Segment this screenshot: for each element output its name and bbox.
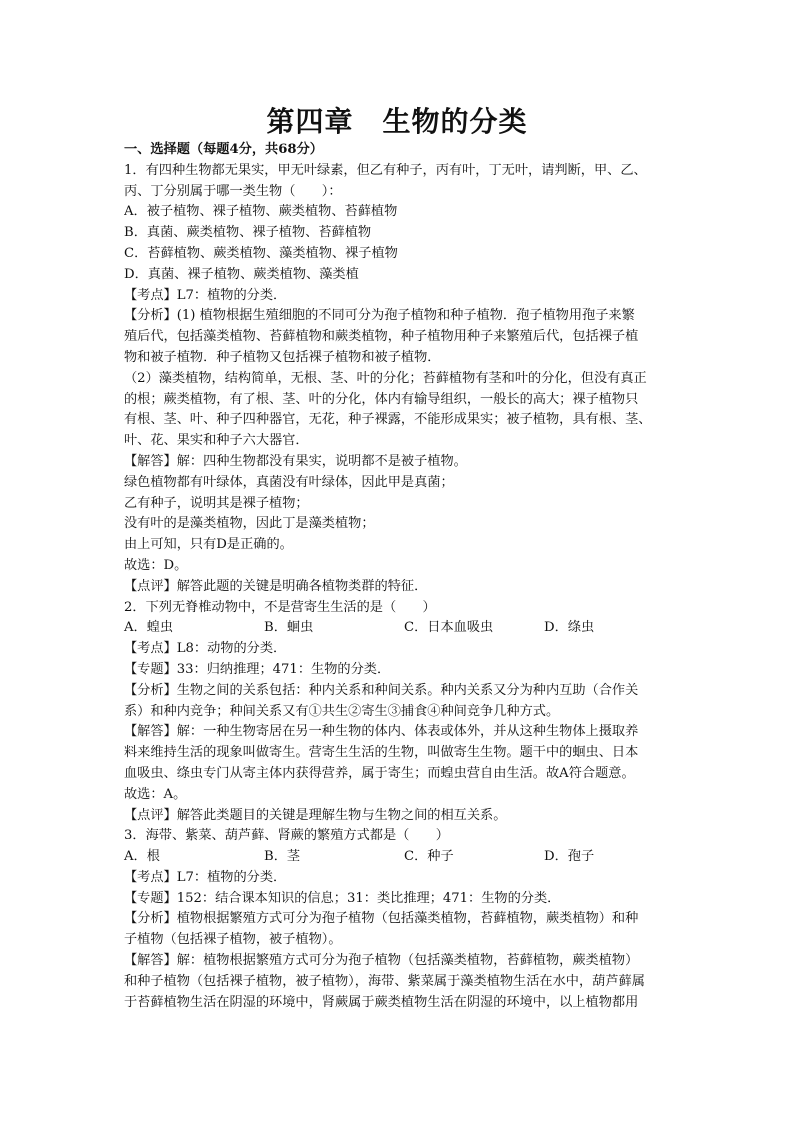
text-line: 乙有种子，说明其是裸子植物；	[124, 495, 309, 511]
text-line: 【解答】解：一种生物寄居在另一种生物的体内、体表或体外，并从这种生物体上摄取养	[124, 724, 639, 740]
option-a: A．蝗虫	[124, 620, 174, 636]
text-line: 有根、茎、叶、种子四种器官，无花，种子裸露，不能形成果实；被子植物，具有根、茎、	[124, 412, 652, 428]
text-line: （2）藻类植物，结构简单，无根、茎、叶的分化；苔藓植物有茎和叶的分化，但没有真正	[124, 370, 647, 386]
text-line: 故选：A。	[124, 786, 187, 802]
text-line: 【考点】L8：动物的分类．	[124, 641, 287, 657]
text-line: 的根；蕨类植物，有了根、茎、叶的分化，体内有输导组织，一般长的高大；裸子植物只	[124, 391, 639, 407]
page-title: 第四章 生物的分类	[266, 105, 528, 138]
options-row	[124, 618, 684, 639]
option-b: B．蛔虫	[264, 620, 314, 636]
text-line: 【专题】152：结合课本知识的信息；31：类比推理；471：生物的分类．	[124, 890, 561, 906]
question-stem: 3．海带、紫菜、葫芦藓、肾蕨的繁殖方式都是（ ）	[124, 828, 449, 844]
option-d: D．孢子	[544, 849, 595, 865]
text-line: 1．有四种生物都无果实，甲无叶绿素，但乙有种子，丙有叶，丁无叶，请判断，甲、乙、	[124, 162, 647, 178]
text-line: 【考点】L7：植物的分类．	[124, 287, 287, 303]
text-line: 丙、丁分别属于哪一类生物（ ）：	[124, 183, 342, 199]
option-d: D．绦虫	[544, 620, 595, 636]
text-line: A．被子植物、裸子植物、蕨类植物、苔藓植物	[124, 204, 398, 220]
text-line: B．真菌、蕨类植物、裸子植物、苔藓植物	[124, 225, 372, 241]
text-line: 【解答】解：四种生物都没有果实，说明都不是被子植物。	[124, 453, 467, 469]
text-line: 绿色植物都有叶绿体，真菌没有叶绿体，因此甲是真菌；	[124, 474, 454, 490]
text-line: 【分析】(1) 植物根据生殖细胞的不同可分为孢子植物和种子植物．孢子植物用孢子来繁	[124, 308, 635, 324]
text-line: 于苔藓植物生活在阴湿的环境中，肾蕨属于蕨类植物生活在阴湿的环境中，以上植物都用	[124, 994, 639, 1010]
question-1	[124, 161, 684, 598]
text-line: 故选：D。	[124, 557, 188, 573]
question-3	[124, 826, 684, 1013]
text-line: 【点评】解答此题的关键是明确各植物类群的特征．	[124, 578, 428, 594]
text-line: 【解答】解：植物根据繁殖方式可分为孢子植物（包括藻类植物，苔藓植物，蕨类植物）	[124, 953, 639, 969]
text-line: 叶、花、果实和种子六大器官．	[124, 433, 309, 449]
text-line: 没有叶的是藻类植物，因此丁是藻类植物；	[124, 516, 375, 532]
options-row	[124, 847, 684, 868]
question-2	[124, 598, 684, 827]
text-line: 物和被子植物．种子植物又包括裸子植物和被子植物．	[124, 349, 441, 365]
option-a: A．根	[124, 849, 160, 865]
text-line: 殖后代，包括藻类植物、苔藓植物和蕨类植物，种子植物用种子来繁殖后代，包括裸子植	[124, 329, 639, 345]
document-body	[124, 140, 684, 1013]
option-c: C．日本血吸虫	[404, 620, 494, 636]
option-c: C．种子	[404, 849, 454, 865]
text-line: 料来维持生活的现象叫做寄生。营寄生生活的生物，叫做寄生生物。题干中的蛔虫、日本	[124, 745, 639, 761]
text-line: 由上可知，只有D是正确的。	[124, 537, 293, 553]
text-line: 子植物（包括裸子植物，被子植物）。	[124, 932, 342, 948]
text-line: C．苔藓植物、蕨类植物、藻类植物、裸子植物	[124, 245, 398, 261]
text-line: 【考点】L7：植物的分类．	[124, 869, 287, 885]
text-line: 【点评】解答此类题目的关键是理解生物与生物之间的相互关系。	[124, 807, 507, 823]
text-line: 和种子植物（包括裸子植物，被子植物），海带、紫菜属于藻类植物生活在水中，葫芦藓属	[124, 973, 645, 989]
text-line: 系）和种内竞争；种间关系又有①共生②寄生③捕食④种间竞争几种方式。	[124, 703, 560, 719]
section-heading: 一、选择题（每题4分，共68分）	[124, 142, 323, 157]
option-b: B．茎	[264, 849, 301, 865]
text-line: 血吸虫、绦虫专门从寄主体内获得营养，属于寄生；而蝗虫营自由生活。故A符合题意。	[124, 765, 635, 781]
question-stem: 2．下列无脊椎动物中，不是营寄生生活的是（ ）	[124, 599, 436, 615]
text-line: 【分析】植物根据繁殖方式可分为孢子植物（包括藻类植物，苔藓植物，蕨类植物）和种	[124, 911, 639, 927]
text-line: D．真菌、裸子植物、蕨类植物、藻类植	[124, 266, 359, 282]
text-line: 【专题】33：归纳推理；471：生物的分类．	[124, 661, 391, 677]
text-line: 【分析】生物之间的关系包括：种内关系和种间关系。种内关系又分为种内互助（合作关	[124, 682, 639, 698]
